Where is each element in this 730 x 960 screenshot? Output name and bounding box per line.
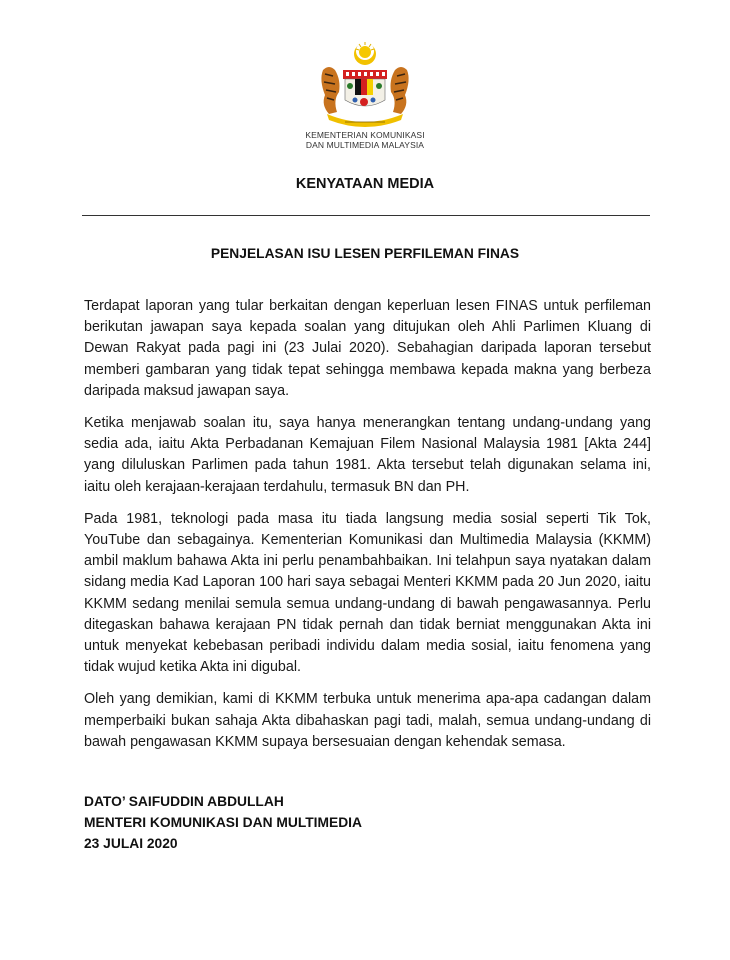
paragraph-3: Pada 1981, teknologi pada masa itu tiada langsung media sosial seperti Tik Tok, YouTube dan sebagainya. Kementerian Komunikasi dan Multimedia Malaysia (KKMM) ambil maklum bahawa Akta ini perlu penambahbaikan. Ini telahpun saya nyatakan dalam sidang media Kad Laporan 100 hari saya sebagai Menteri KKMM pada 20 Jun 2020, iaitu KKMM sedang menilai semula semua undang-undang di bawah pengawasannya. Perlu ditegaskan bahawa kerajaan PN tidak pernah dan tidak berniat menggunakan Akta ini untuk menyekat kebebasan peribadi individu dalam media sosial, iaitu fenomena yang tidak wujud ketika Akta ini digubal. bbox=[84, 510, 651, 676]
header-divider bbox=[82, 215, 650, 216]
malaysia-coat-of-arms-icon bbox=[315, 40, 415, 128]
paragraph-2: Ketika menjawab soalan itu, saya hanya menerangkan tentang undang-undang yang sedia ada, iaitu Akta Perbadanan Kemajuan Filem Nasional Malaysia 1981 [Akta 244] yang diluluskan Parlimen pada tahun 1981. Akta tersebut telah digunakan selama ini, iaitu oleh kerajaan-kerajaan terdahulu, termasuk BN dan PH. bbox=[84, 415, 651, 495]
ministry-name bbox=[270, 130, 460, 150]
statement-date: 23 JULAI 2020 bbox=[84, 836, 178, 851]
document-type-heading: KENYATAAN MEDIA bbox=[295, 176, 435, 192]
paragraph-4: Oleh yang demikian, kami di KKMM terbuka untuk menerima apa-apa cadangan dalam memperbaiki bukan sahaja Akta dibahaskan pagi tadi, malah, semua undang-undang di bawah pengawasan KKMM supaya bersesuaian dengan kehendak semasa. bbox=[84, 691, 651, 750]
signatory-name: DATO’ SAIFUDDIN ABDULLAH bbox=[84, 794, 284, 809]
statement-body bbox=[84, 296, 651, 764]
ministry-name-line1: KEMENTERIAN KOMUNIKASI bbox=[305, 130, 425, 140]
signature-block bbox=[84, 791, 362, 854]
document-subject: PENJELASAN ISU LESEN PERFILEMAN FINAS bbox=[210, 246, 520, 261]
ministry-name-line2: DAN MULTIMEDIA MALAYSIA bbox=[305, 140, 425, 150]
signatory-title: MENTERI KOMUNIKASI DAN MULTIMEDIA bbox=[84, 815, 362, 830]
paragraph-1: Terdapat laporan yang tular berkaitan dengan keperluan lesen FINAS untuk perfileman berikutan jawapan saya kepada soalan yang ditujukan oleh Ahli Parlimen Kluang di Dewan Rakyat pada pagi ini (23 Julai 2020). Sebahagian daripada laporan tersebut memberi gambaran yang tidak tepat sehingga membawa kepada makna yang berbeza daripada maksud jawapan saya. bbox=[84, 298, 651, 399]
